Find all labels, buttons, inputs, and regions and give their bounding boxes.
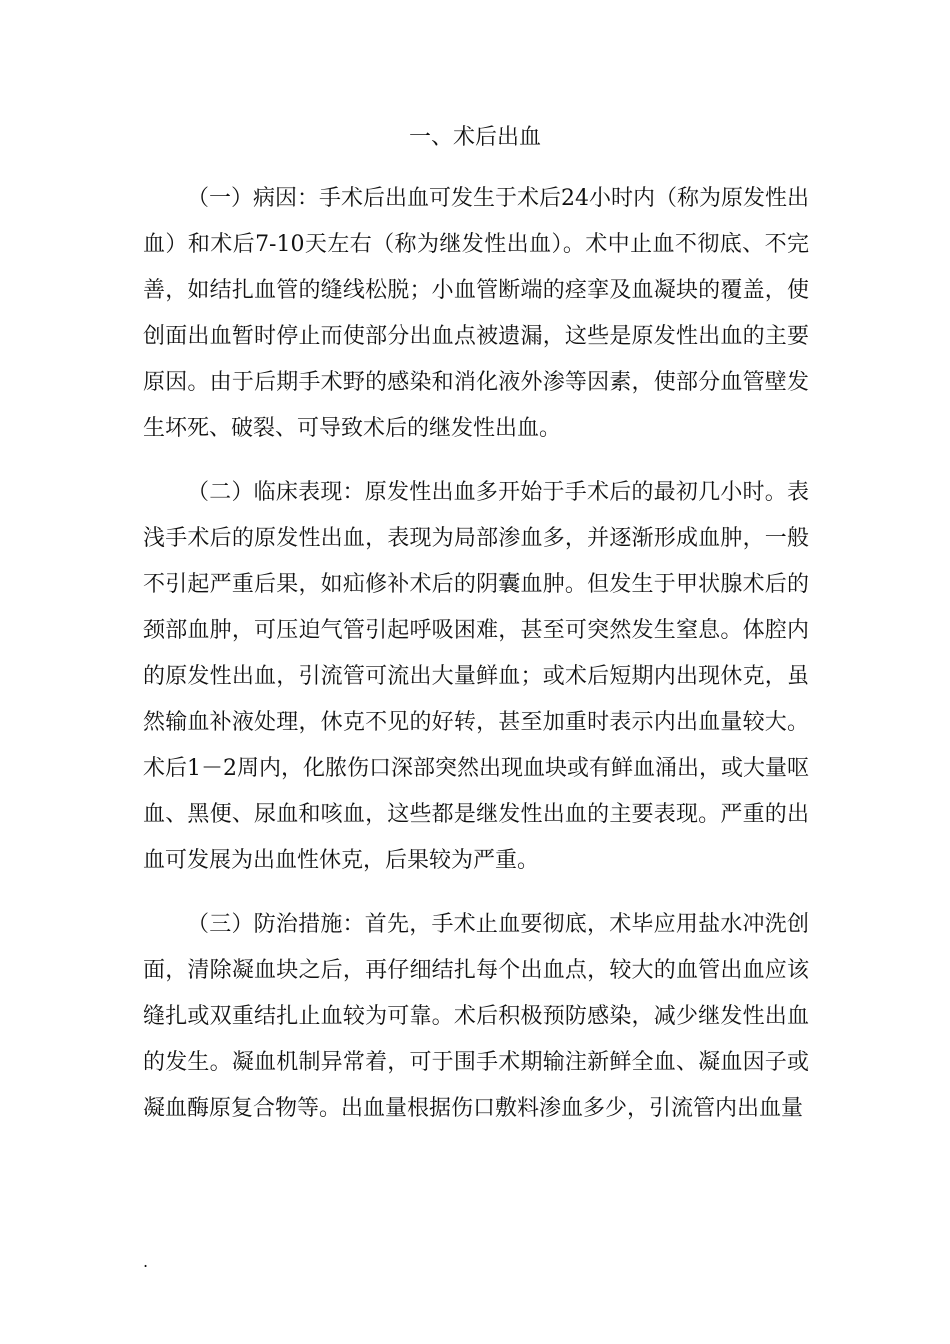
paragraph-clinical-manifestation: （二）临床表现：原发性出血多开始于手术后的最初几小时。表浅手术后的原发性出血，表现为局部渗血多，并逐渐形成血肿，一般不引起严重后果，如疝修补术后的阴囊血肿。但发生于甲状腺术后的颈部血肿，可压迫气管引起呼吸困难，甚至可突然发生窒息。体腔内的原发性出血，引流管可流出大量鲜血；或术后短期内出现休克，虽然输血补液处理，休克不见的好转，甚至加重时表示内出血量较大。术后1－2周内，化脓伤口深部突然出现血块或有鲜血涌出，或大量呕血、黑便、尿血和咳血，这些都是继发性出血的主要表现。严重的出血可发展为出血性休克，后果较为严重。 xyxy=(143,480,809,873)
paragraph-cause: （一）病因：手术后出血可发生于术后24小时内（称为原发性出血）和术后7-10天左右（称为继发性出血）。术中止血不彻底、不完善，如结扎血管的缝线松脱；小血管断端的痉挛及血凝块的覆盖，使创面出血暂时停止而使部分出血点被遗漏，这些是原发性出血的主要原因。由于后期手术野的感染和消化液外渗等因素，使部分血管壁发生坏死、破裂、可导致术后的继发性出血。 xyxy=(143,186,809,441)
section-title: 一、术后出血 xyxy=(408,125,541,150)
document-body xyxy=(143,176,809,1150)
footer-mark: . xyxy=(143,1252,149,1271)
paragraph-prevention-treatment: （三）防治措施：首先，手术止血要彻底，术毕应用盐水冲洗创面，清除凝血块之后，再仔细结扎每个出血点，较大的血管出血应该缝扎或双重结扎止血较为可靠。术后积极预防感染，减少继发性出血的发生。凝血机制异常着，可于围手术期输注新鲜全血、凝血因子或凝血酶原复合物等。出血量根据伤口敷料渗血多少，引流管内出血量 xyxy=(143,912,809,1121)
